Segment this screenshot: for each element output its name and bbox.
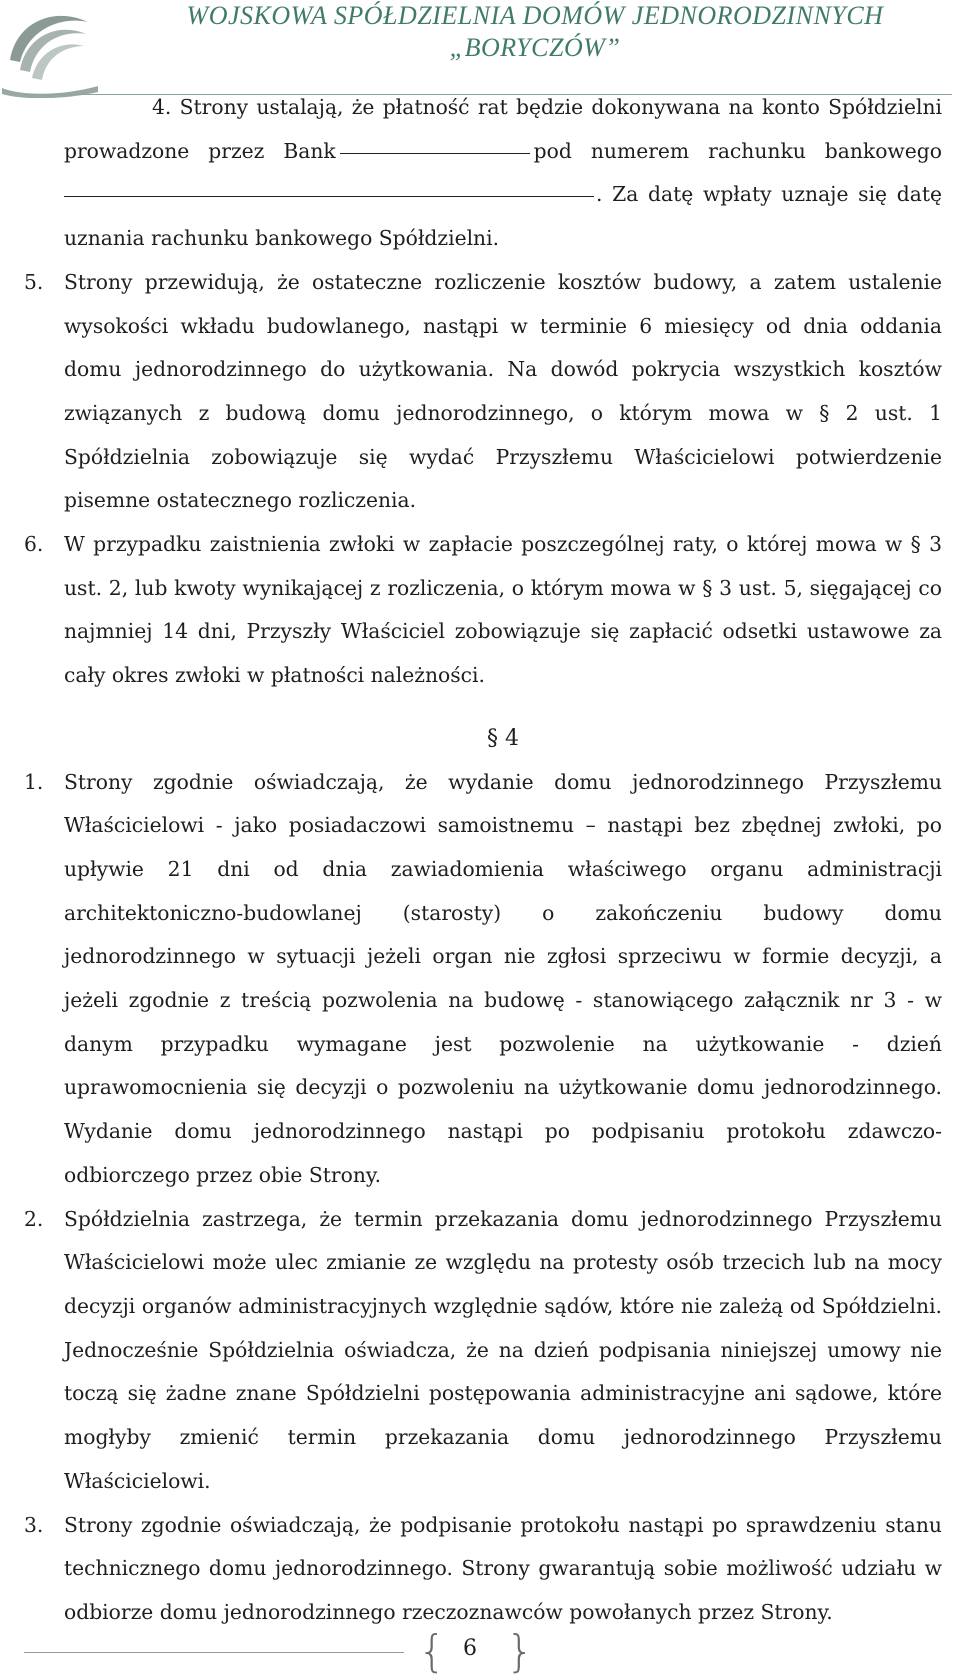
paragraph-4-text-a: 4. Strony ustalają, że płatność rat będzie dokonywana na konto Spółdzielni prowadzone przez Bank (64, 95, 942, 163)
header-title-line1: WOJSKOWA SPÓŁDZIELNIA DOMÓW JEDNORODZINNYCH (186, 1, 884, 30)
paragraph-4 (0, 86, 942, 261)
page-footer (0, 1626, 960, 1678)
section4-paragraph-2-text: Spółdzielnia zastrzega, że termin przekazania domu jednorodzinnego Przyszłemu Właścicielowi może ulec zmianie ze względu na protesty osób trzecich lub na mocy decyzji organów administracyjnych względnie sądów, które nie zależą od Spółdzielni. Jednocześnie Spółdzielnia oświadcza, że na dzień podpisania niniejszej umowy nie toczą się żadne znane Spółdzielni postępowania administracyjne ani sądowe, które mogłyby zmienić termin przekazania domu jednorodzinnego Przyszłemu Właścicielowi. (64, 1206, 942, 1493)
paragraph-4-text-c: . Za datę wpłaty uznaje się datę uznania rachunku bankowego Spółdzielni. (64, 182, 942, 251)
section4-paragraph-2 (24, 1198, 942, 1504)
section4-paragraph-1-number: 1. (24, 769, 44, 794)
cooperative-logo-icon (2, 0, 102, 98)
section4-paragraph-3 (24, 1504, 942, 1635)
section4-paragraph-1 (24, 761, 942, 1198)
section4-paragraph-1-text: Strony zgodnie oświadczają, że wydanie domu jednorodzinnego Przyszłemu Właścicielowi - jako posiadaczowi samoistnemu – nastąpi bez zbędnej zwłoki, po upływie 21 dni od dnia zawiadomienia właściwego organu administracji architektoniczno-budowlanej (starosty) o zakończeniu budowy domu jednorodzinnego w sytuacji jeżeli organ nie zgłosi sprzeciwu w formie decyzji, a jeżeli zgodnie z treścią pozwolenia na budowę - stanowiącego załącznik nr 3 - w danym przypadku wymagane jest pozwolenie na użytkowanie - dzień uprawomocnienia się decyzji o pozwoleniu na użytkowanie domu jednorodzinnego. Wydanie domu jednorodzinnego nastąpi po podpisaniu protokołu zdawczo-odbiorczego przez obie Strony. (64, 769, 942, 1187)
left-brace-icon: { (418, 1626, 446, 1677)
footer-divider (24, 1652, 404, 1653)
document-body (24, 86, 942, 1635)
section4-paragraph-2-number: 2. (24, 1206, 44, 1231)
paragraph-4-text-b: pod numerem rachunku bankowego (533, 138, 942, 163)
right-brace-icon: } (506, 1626, 534, 1677)
header-title-line2: „BORYCZÓW” (449, 33, 621, 62)
account-number-blank (64, 195, 594, 197)
section4-paragraph-3-text: Strony zgodnie oświadczają, że podpisanie protokołu nastąpi po sprawdzeniu stanu technicznego domu jednorodzinnego. Strony gwarantują sobie możliwość udziału w odbiorze domu jednorodzinnego rzeczoznawców powołanych przez Strony. (64, 1512, 942, 1624)
paragraph-6 (24, 523, 942, 698)
page-number: 6 (463, 1636, 477, 1661)
page-header (0, 0, 960, 100)
paragraph-6-number: 6. (24, 532, 44, 557)
bank-name-blank (340, 152, 530, 154)
paragraph-5-number: 5. (24, 269, 44, 294)
section4-paragraph-3-number: 3. (24, 1512, 44, 1537)
paragraph-5 (24, 261, 942, 523)
paragraph-6-text: W przypadku zaistnienia zwłoki w zapłacie poszczególnej raty, o której mowa w § 3 ust. 2, lub kwoty wynikającej z rozliczenia, o którym mowa w § 3 ust. 5, sięgającej co najmniej 14 dni, Przyszły Właściciel zobowiązuje się zapłacić odsetki ustawowe za cały okres zwłoki w płatności należności. (64, 532, 942, 688)
section-heading: § 4 (487, 725, 519, 751)
paragraph-5-text: Strony przewidują, że ostateczne rozliczenie kosztów budowy, a zatem ustalenie wysokości wkładu budowlanego, nastąpi w terminie 6 miesięcy od dnia oddania domu jednorodzinnego do użytkowania. Na dowód pokrycia wszystkich kosztów związanych z budową domu jednorodzinnego, o którym mowa w § 2 ust. 1 Spółdzielnia zobowiązuje się wydać Przyszłemu Właścicielowi potwierdzenie pisemne ostatecznego rozliczenia. (64, 269, 942, 513)
